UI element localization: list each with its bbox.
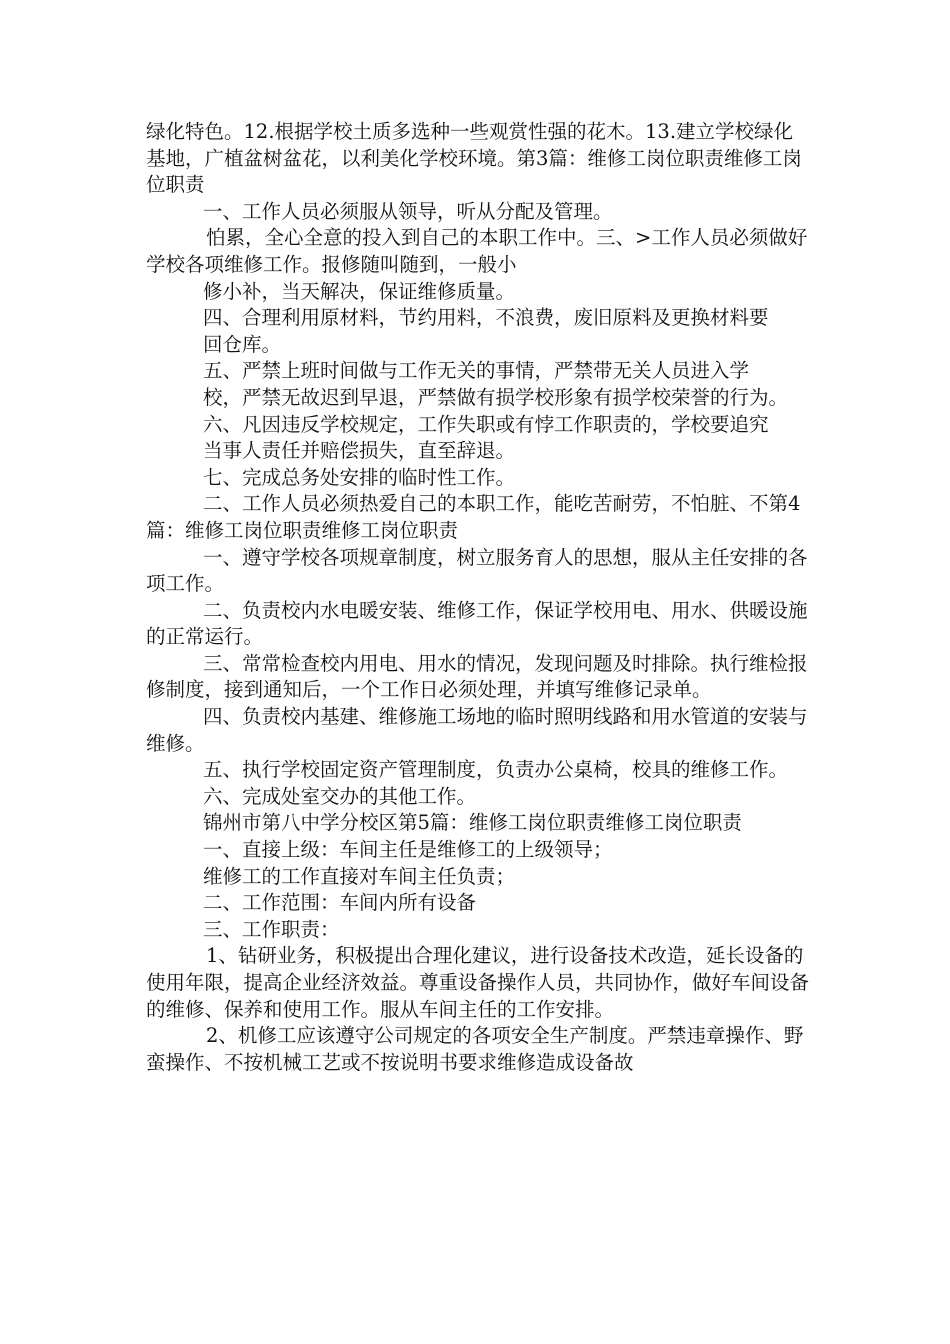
paragraph-10: 当事人责任并赔偿损失，直至辞退。: [203, 439, 516, 463]
document-body: [146, 119, 812, 1076]
paragraph-8: 校，严禁无故迟到早退，严禁做有损学校形象有损学校荣誉的行为。: [203, 385, 789, 409]
paragraph-13: 一、遵守学校各项规章制度，树立服务育人的思想，服从主任安排的各项工作。: [146, 545, 808, 596]
paragraph-21: 维修工的工作直接对车间主任负责；: [203, 864, 516, 888]
paragraph-25: 2、机修工应该遵守公司规定的各项安全生产制度。严禁违章操作、野蛮操作、不按机械工艺或不按说明书要求维修造成设备故: [146, 1024, 804, 1074]
paragraph-12: 二、工作人员必须热爱自己的本职工作，能吃苦耐劳，不怕脏、不第4篇：维修工岗位职责维修工岗位职责: [146, 492, 801, 542]
paragraph-14: 二、负责校内水电暖安装、维修工作，保证学校用电、用水、供暖设施的正常运行。: [146, 598, 808, 649]
paragraph-20: 一、直接上级：车间主任是维修工的上级领导；: [203, 838, 613, 862]
paragraph-18: 六、完成处室交办的其他工作。: [203, 784, 477, 808]
paragraph-17: 五、执行学校固定资产管理制度，负责办公桌椅，校具的维修工作。: [203, 758, 789, 782]
paragraph-22: 二、工作范围：车间内所有设备: [203, 891, 477, 915]
paragraph-6: 回仓库。: [203, 332, 282, 356]
paragraph-2: 一、工作人员必须服从领导，听从分配及管理。: [203, 199, 613, 223]
paragraph-4: 修小补，当天解决，保证维修质量。: [203, 279, 516, 303]
paragraph-1: 绿化特色。12.根据学校土质多选种一些观赏性强的花木。13.建立学校绿化基地，广植盆树盆花，以利美化学校环境。第3篇：维修工岗位职责维修工岗位职责: [146, 120, 802, 197]
paragraph-19: 锦州市第八中学分校区第5篇：维修工岗位职责维修工岗位职责: [203, 811, 742, 835]
paragraph-15: 三、常常检查校内用电、用水的情况，发现问题及时排除。执行维检报修制度，接到通知后，一个工作日必须处理，并填写维修记录单。: [146, 651, 808, 702]
paragraph-5: 四、合理利用原材料，节约用料，不浪费，废旧原料及更换材料要: [203, 306, 769, 330]
paragraph-11: 七、完成总务处安排的临时性工作。: [203, 465, 516, 489]
paragraph-9: 六、凡因违反学校规定，工作失职或有悖工作职责的，学校要追究: [203, 412, 769, 436]
paragraph-7: 五、严禁上班时间做与工作无关的事情，严禁带无关人员进入学: [203, 359, 750, 383]
paragraph-24: 1、钻研业务，积极提出合理化建议，进行设备技术改造，延长设备的使用年限，提高企业经济效益。尊重设备操作人员，共同协作，做好车间设备的维修、保养和使用工作。服从车间主任的工作安排。: [146, 944, 810, 1021]
paragraph-3: 怕累，全心全意的投入到自己的本职工作中。三、>工作人员必须做好学校各项维修工作。报修随叫随到，一般小: [146, 226, 808, 276]
paragraph-23: 三、工作职责：: [203, 917, 340, 941]
paragraph-16: 四、负责校内基建、维修施工场地的临时照明线路和用水管道的安装与维修。: [146, 705, 808, 755]
